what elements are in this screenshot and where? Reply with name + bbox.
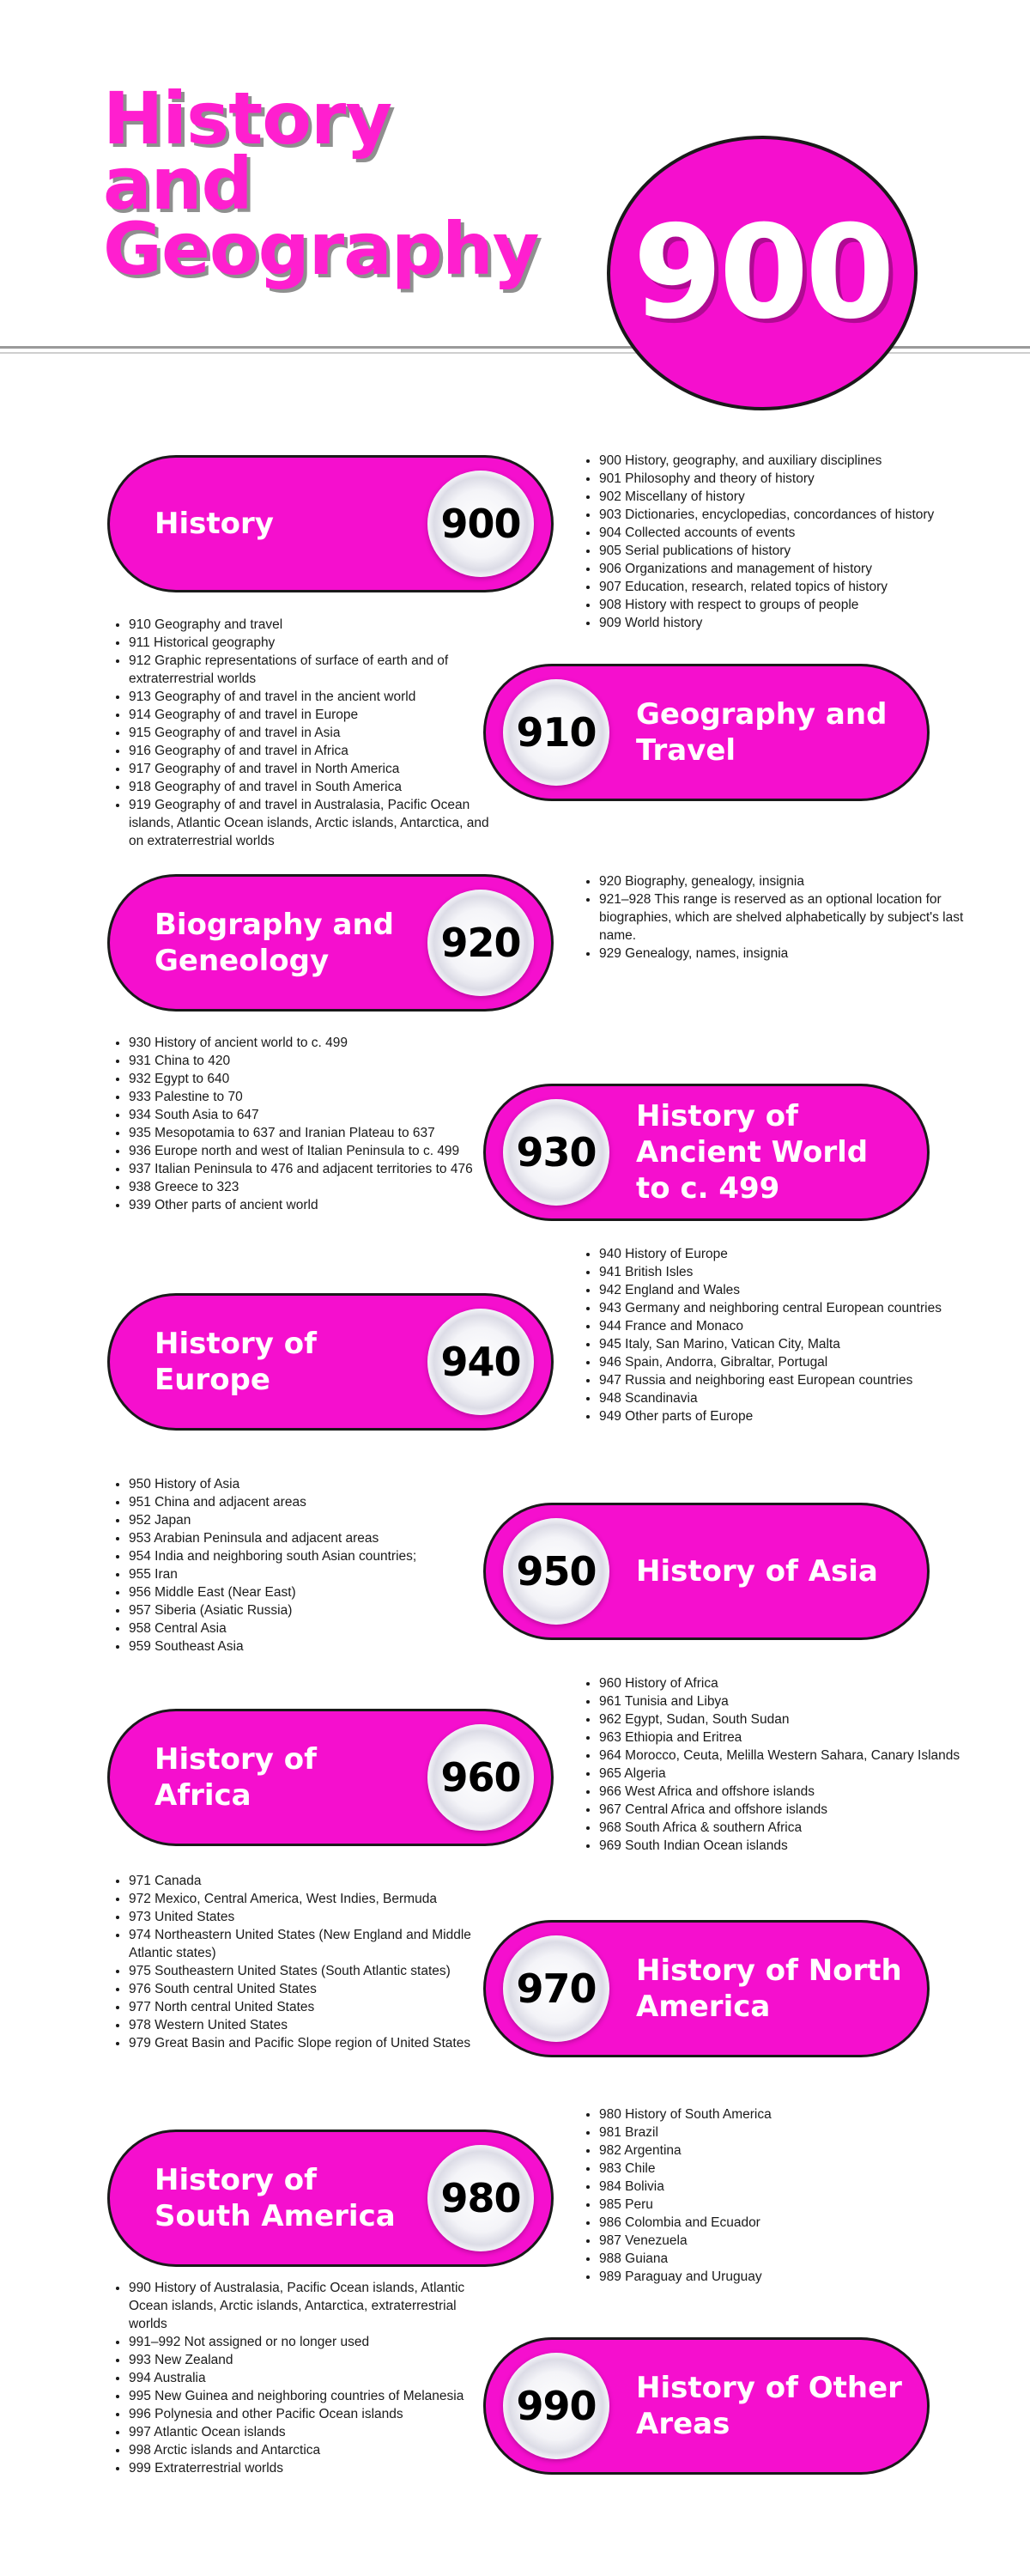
- list-item: • 937 Italian Peninsula to 476 and adjacent territories to 476: [129, 1160, 498, 1178]
- list-item: • 995 New Guinea and neighboring countries of Melanesia: [129, 2387, 498, 2405]
- section-title: History of North America: [636, 1953, 902, 2024]
- list-item: • 987 Venezuela: [599, 2232, 968, 2250]
- section-title: Geography and Travel: [636, 697, 888, 768]
- list-item: • 975 Southeastern United States (South Atlantic states): [129, 1962, 498, 1980]
- codes-list-960: [580, 1674, 968, 1855]
- list-item: • 931 China to 420: [129, 1052, 498, 1070]
- section-number: 900: [440, 501, 521, 547]
- section-970-pill: [483, 1920, 930, 2057]
- list-item: • 983 Chile: [599, 2160, 968, 2178]
- number-plate: [427, 1724, 534, 1831]
- section-980-pill: [107, 2129, 554, 2267]
- section-title: History of Europe: [154, 1327, 317, 1397]
- list-item: • 936 Europe north and west of Italian Peninsula to c. 499: [129, 1142, 498, 1160]
- section-title: History of Other Areas: [636, 2371, 902, 2441]
- number-plate: [503, 1935, 609, 2042]
- list-item: • 935 Mesopotamia to 637 and Iranian Plateau to 637: [129, 1124, 498, 1142]
- number-plate: [503, 679, 609, 786]
- codes-list-900: [580, 452, 968, 632]
- section-number: 970: [516, 1965, 597, 2012]
- list-item: • 965 Algeria: [599, 1765, 968, 1783]
- section-title: Biography and Geneology: [154, 908, 395, 978]
- codes-list-930: [110, 1034, 498, 1214]
- list-item: • 912 Graphic representations of surface of earth and of extraterrestrial worlds: [129, 652, 498, 688]
- number-plate: [427, 2145, 534, 2251]
- list-item: • 948 Scandinavia: [599, 1389, 968, 1407]
- list-item: • 990 History of Australasia, Pacific Ocean islands, Atlantic Ocean islands, Arctic islands, Antarctica, extraterrestrial worlds: [129, 2279, 498, 2333]
- list-item: • 996 Polynesia and other Pacific Ocean islands: [129, 2405, 498, 2423]
- list-item: • 973 United States: [129, 1908, 498, 1926]
- title-line-1: History: [103, 76, 392, 161]
- list-item: • 951 China and adjacent areas: [129, 1493, 498, 1511]
- section-number: 950: [516, 1548, 597, 1595]
- codes-list-950: [110, 1475, 498, 1656]
- list-item: • 958 Central Asia: [129, 1619, 498, 1637]
- list-item: • 944 France and Monaco: [599, 1317, 968, 1335]
- list-item: • 915 Geography of and travel in Asia: [129, 724, 498, 742]
- list-item: • 977 North central United States: [129, 1998, 498, 2016]
- list-item: • 997 Atlantic Ocean islands: [129, 2423, 498, 2441]
- list-item: • 982 Argentina: [599, 2142, 968, 2160]
- number-plate: [427, 471, 534, 577]
- section-number: 990: [516, 2383, 597, 2429]
- list-item: • 947 Russia and neighboring east European countries: [599, 1371, 968, 1389]
- list-item: • 942 England and Wales: [599, 1281, 968, 1299]
- list-item: • 908 History with respect to groups of people: [599, 596, 968, 614]
- list-item: • 929 Genealogy, names, insignia: [599, 945, 968, 963]
- main-number-badge: [607, 136, 918, 410]
- list-item: • 919 Geography of and travel in Australasia, Pacific Ocean islands, Atlantic Ocean islands, Arctic islands, Antarctica, and on extraterrestrial worlds: [129, 796, 498, 850]
- list-item: • 940 History of Europe: [599, 1245, 968, 1263]
- section-number: 940: [440, 1339, 521, 1385]
- list-item: • 945 Italy, San Marino, Vatican City, Malta: [599, 1335, 968, 1353]
- section-number: 960: [440, 1754, 521, 1801]
- list-item: • 989 Paraguay and Uruguay: [599, 2268, 968, 2286]
- list-item: • 972 Mexico, Central America, West Indies, Bermuda: [129, 1890, 498, 1908]
- main-number: 900: [633, 198, 892, 348]
- list-item: • 993 New Zealand: [129, 2351, 498, 2369]
- list-item: • 900 History, geography, and auxiliary disciplines: [599, 452, 968, 470]
- list-item: • 957 Siberia (Asiatic Russia): [129, 1601, 498, 1619]
- list-item: • 984 Bolivia: [599, 2178, 968, 2196]
- list-item: • 998 Arctic islands and Antarctica: [129, 2441, 498, 2459]
- list-item: • 980 History of South America: [599, 2105, 968, 2123]
- list-item: • 920 Biography, genealogy, insignia: [599, 872, 968, 890]
- section-title: History of South America: [154, 2163, 396, 2233]
- codes-list-990: [110, 2279, 498, 2477]
- list-item: • 943 Germany and neighboring central European countries: [599, 1299, 968, 1317]
- list-item: • 985 Peru: [599, 2196, 968, 2214]
- list-item: • 906 Organizations and management of history: [599, 560, 968, 578]
- codes-list-970: [110, 1872, 498, 2052]
- page-title: [103, 76, 584, 291]
- list-item: • 961 Tunisia and Libya: [599, 1692, 968, 1710]
- section-title: History of Africa: [154, 1742, 317, 1813]
- list-item: • 986 Colombia and Ecuador: [599, 2214, 968, 2232]
- list-item: • 932 Egypt to 640: [129, 1070, 498, 1088]
- list-item: • 903 Dictionaries, encyclopedias, concordances of history: [599, 506, 968, 524]
- list-item: • 955 Iran: [129, 1565, 498, 1583]
- section-number: 920: [440, 920, 521, 966]
- section-900-pill: [107, 455, 554, 592]
- section-title: History of Asia: [636, 1554, 878, 1589]
- number-plate: [503, 1518, 609, 1625]
- list-item: • 963 Ethiopia and Eritrea: [599, 1728, 968, 1747]
- list-item: • 934 South Asia to 647: [129, 1106, 498, 1124]
- section-950-pill: [483, 1503, 930, 1640]
- codes-list-940: [580, 1245, 968, 1425]
- list-item: • 971 Canada: [129, 1872, 498, 1890]
- list-item: • 988 Guiana: [599, 2250, 968, 2268]
- list-item: • 966 West Africa and offshore islands: [599, 1783, 968, 1801]
- list-item: • 968 South Africa & southern Africa: [599, 1819, 968, 1837]
- list-item: • 946 Spain, Andorra, Gibraltar, Portugal: [599, 1353, 968, 1371]
- section-number: 910: [516, 709, 597, 756]
- list-item: • 914 Geography of and travel in Europe: [129, 706, 498, 724]
- list-item: • 956 Middle East (Near East): [129, 1583, 498, 1601]
- list-item: • 952 Japan: [129, 1511, 498, 1529]
- list-item: • 917 Geography of and travel in North America: [129, 760, 498, 778]
- list-item: • 918 Geography of and travel in South America: [129, 778, 498, 796]
- list-item: • 999 Extraterrestrial worlds: [129, 2459, 498, 2477]
- list-item: • 953 Arabian Peninsula and adjacent areas: [129, 1529, 498, 1547]
- list-item: • 991–992 Not assigned or no longer used: [129, 2333, 498, 2351]
- list-item: • 916 Geography of and travel in Africa: [129, 742, 498, 760]
- section-990-pill: [483, 2337, 930, 2475]
- list-item: • 974 Northeastern United States (New England and Middle Atlantic states): [129, 1926, 498, 1962]
- section-title: History: [154, 507, 274, 541]
- list-item: • 981 Brazil: [599, 2123, 968, 2142]
- list-item: • 938 Greece to 323: [129, 1178, 498, 1196]
- title-line-2: and: [103, 142, 252, 226]
- section-number: 930: [516, 1129, 597, 1176]
- list-item: • 930 History of ancient world to c. 499: [129, 1034, 498, 1052]
- codes-list-910: [110, 616, 498, 850]
- number-plate: [427, 1309, 534, 1415]
- number-plate: [503, 2353, 609, 2459]
- list-item: • 976 South central United States: [129, 1980, 498, 1998]
- section-number: 980: [440, 2175, 521, 2221]
- title-line-3: Geography: [103, 207, 539, 291]
- list-item: • 967 Central Africa and offshore islands: [599, 1801, 968, 1819]
- list-item: • 941 British Isles: [599, 1263, 968, 1281]
- list-item: • 979 Great Basin and Pacific Slope region of United States: [129, 2034, 498, 2052]
- section-title: History of Ancient World to c. 499: [636, 1099, 869, 1206]
- list-item: • 902 Miscellany of history: [599, 488, 968, 506]
- list-item: • 909 World history: [599, 614, 968, 632]
- list-item: • 959 Southeast Asia: [129, 1637, 498, 1656]
- number-plate: [427, 890, 534, 996]
- list-item: • 962 Egypt, Sudan, South Sudan: [599, 1710, 968, 1728]
- list-item: • 994 Australia: [129, 2369, 498, 2387]
- section-920-pill: [107, 874, 554, 1012]
- list-item: • 939 Other parts of ancient world: [129, 1196, 498, 1214]
- list-item: • 964 Morocco, Ceuta, Melilla Western Sahara, Canary Islands: [599, 1747, 968, 1765]
- list-item: • 954 India and neighboring south Asian countries;: [129, 1547, 498, 1565]
- list-item: • 960 History of Africa: [599, 1674, 968, 1692]
- list-item: • 905 Serial publications of history: [599, 542, 968, 560]
- section-930-pill: [483, 1084, 930, 1221]
- codes-list-980: [580, 2105, 968, 2286]
- list-item: • 949 Other parts of Europe: [599, 1407, 968, 1425]
- codes-list-920: [580, 872, 968, 963]
- list-item: • 907 Education, research, related topics of history: [599, 578, 968, 596]
- list-item: • 950 History of Asia: [129, 1475, 498, 1493]
- list-item: • 913 Geography of and travel in the ancient world: [129, 688, 498, 706]
- list-item: • 921–928 This range is reserved as an optional location for biographies, which are shelved alphabetically by subject's last name.: [599, 890, 968, 945]
- list-item: • 978 Western United States: [129, 2016, 498, 2034]
- section-910-pill: [483, 664, 930, 801]
- list-item: • 904 Collected accounts of events: [599, 524, 968, 542]
- number-plate: [503, 1099, 609, 1206]
- list-item: • 911 Historical geography: [129, 634, 498, 652]
- section-940-pill: [107, 1293, 554, 1431]
- list-item: • 969 South Indian Ocean islands: [599, 1837, 968, 1855]
- list-item: • 901 Philosophy and theory of history: [599, 470, 968, 488]
- list-item: • 910 Geography and travel: [129, 616, 498, 634]
- list-item: • 933 Palestine to 70: [129, 1088, 498, 1106]
- section-960-pill: [107, 1709, 554, 1846]
